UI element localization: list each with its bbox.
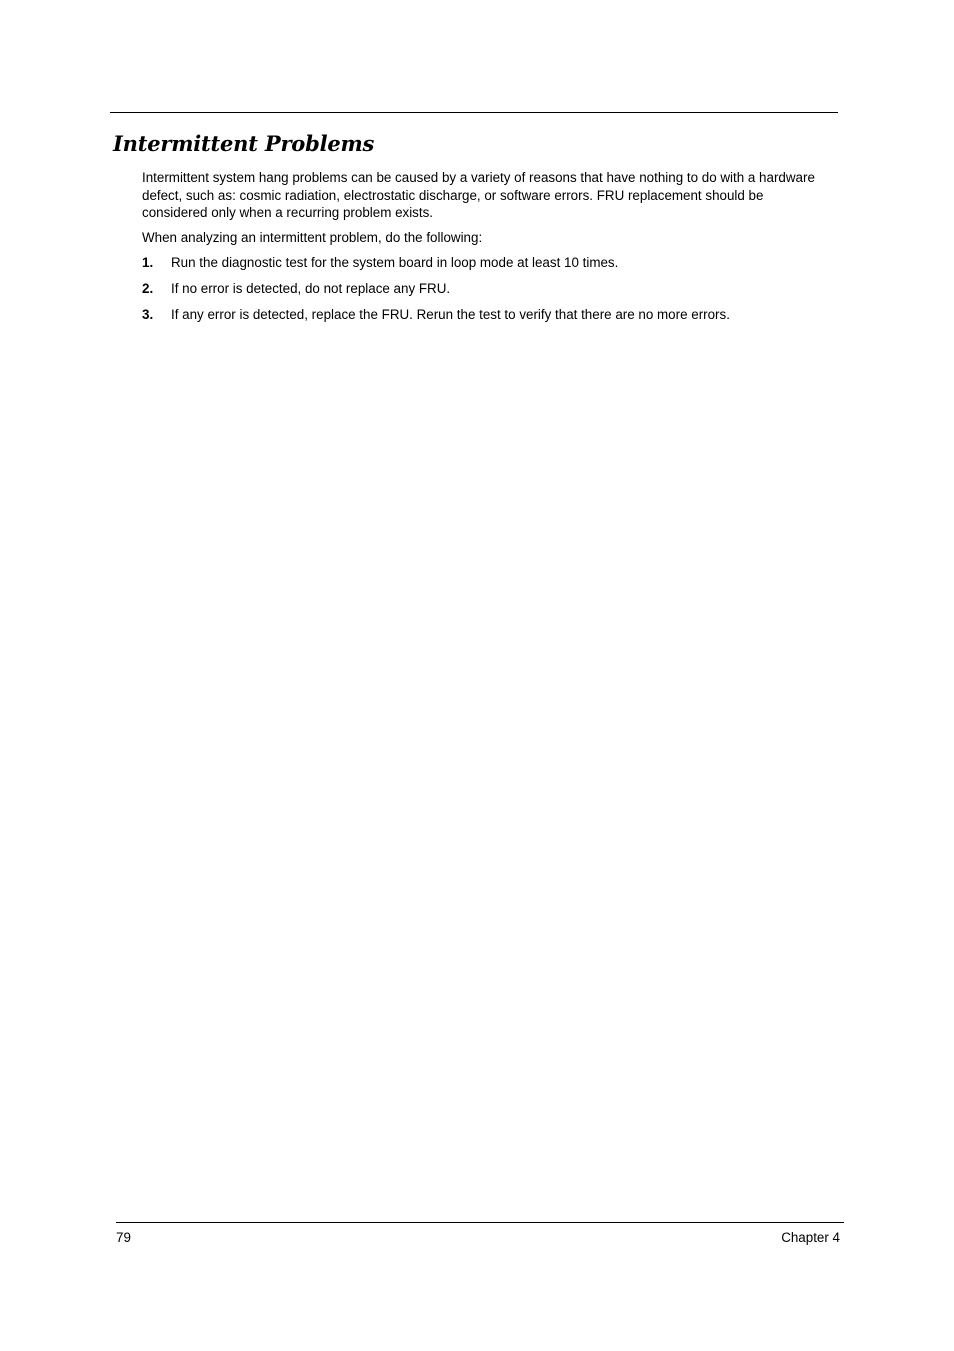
section-title: Intermittent Problems	[113, 131, 375, 156]
footer-rule	[116, 1222, 844, 1223]
step-number: 1.	[142, 255, 154, 270]
page-number: 79	[116, 1230, 131, 1245]
step-item	[142, 254, 832, 272]
step-item	[142, 280, 832, 298]
step-number: 3.	[142, 307, 154, 322]
step-item	[142, 306, 832, 324]
step-number: 2.	[142, 281, 154, 296]
intro-paragraph: Intermittent system hang problems can be caused by a variety of reasons that have nothing to do with a hardware defect, such as: cosmic radiation, electrostatic discharge, or software errors. FRU replacement should be considered only when a recurring problem exists.	[142, 170, 815, 220]
step-text: If any error is detected, replace the FRU. Rerun the test to verify that there are no more errors.	[171, 307, 730, 322]
step-text: If no error is detected, do not replace any FRU.	[171, 281, 451, 296]
header-rule	[110, 112, 838, 113]
chapter-label: Chapter 4	[781, 1230, 840, 1245]
procedure-intro: When analyzing an intermittent problem, do the following:	[142, 229, 483, 245]
procedure-steps	[142, 254, 832, 324]
step-text: Run the diagnostic test for the system board in loop mode at least 10 times.	[171, 255, 619, 270]
section-body	[142, 169, 832, 332]
